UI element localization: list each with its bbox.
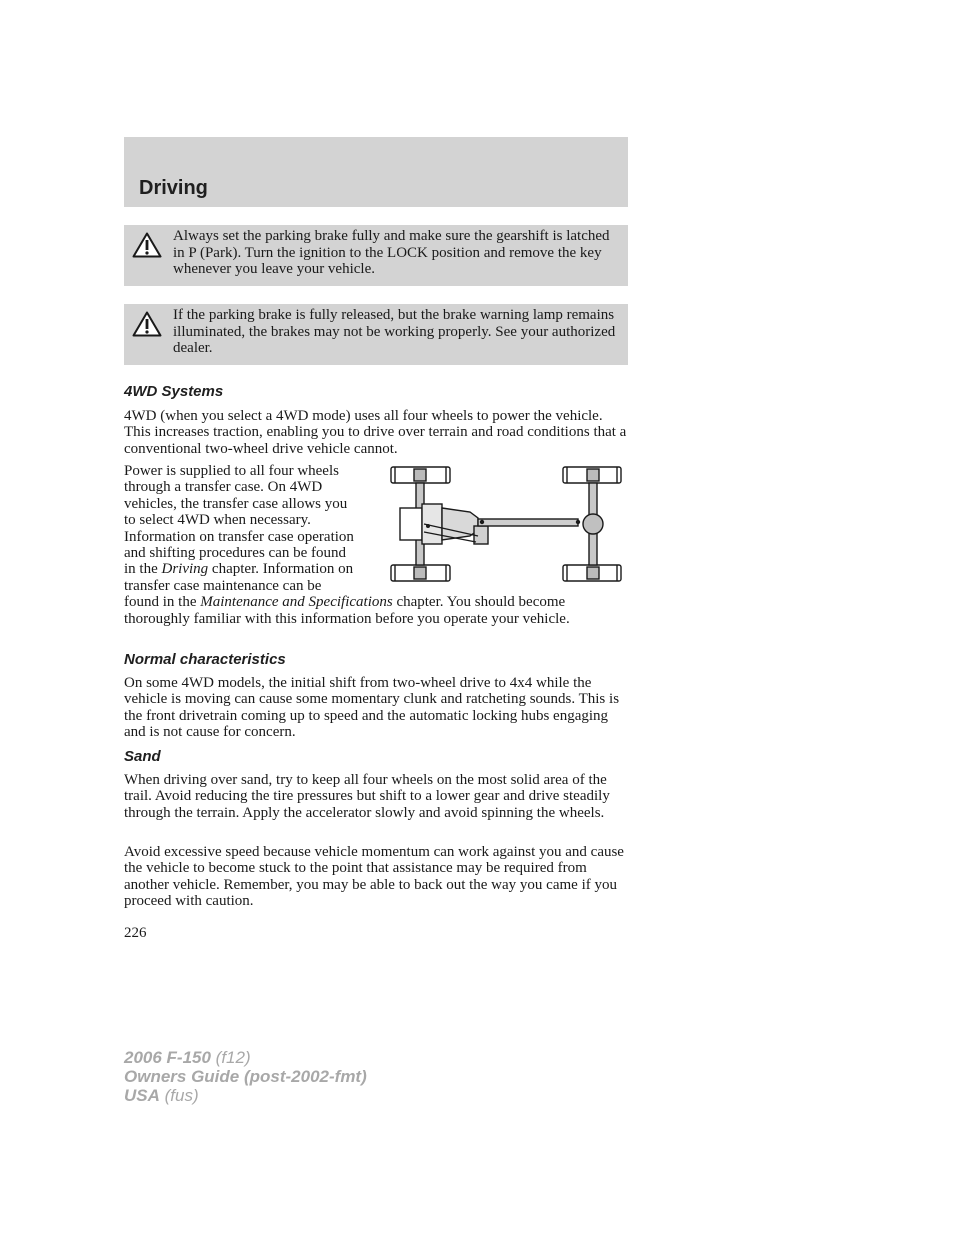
paragraph-sand-1: When driving over sand, try to keep all four wheels on the most solid area of the trail. Avoid reducing the tire pressures but shift to a lower gear and drive steadily through the terrain. Apply the accelerator slowly and avoid spinning the wheels. xyxy=(124,772,610,821)
warning-box-parking xyxy=(124,225,628,286)
document-footer xyxy=(124,1048,367,1105)
text-run: chapter. Information on transfer case maintenance can be found in the xyxy=(124,561,354,611)
section-heading-4wd: 4WD Systems xyxy=(124,383,224,400)
footer-guide: Owners Guide (post-2002-fmt) xyxy=(124,1067,367,1086)
chapter-title: Driving xyxy=(139,177,208,199)
footer-line-model xyxy=(124,1048,367,1067)
section-heading-sand: Sand xyxy=(124,748,161,765)
warning-triangle-icon xyxy=(132,311,162,337)
page-number: 226 xyxy=(124,925,147,941)
paragraph-normal: On some 4WD models, the initial shift from two-wheel drive to 4x4 while the vehicle is moving can cause some momentary clunk and ratcheting sounds. This is the front drivetrain coming up to speed and the automatic locking hubs engaging and is not cause for concern. xyxy=(124,675,620,741)
chapter-reference-driving: Driving xyxy=(161,561,209,578)
paragraph-4wd-transfer-case xyxy=(124,463,628,627)
footer-market: USA xyxy=(124,1086,160,1105)
warning-triangle-icon xyxy=(132,232,162,258)
footer-line-guide xyxy=(124,1067,367,1086)
text-run: Power is supplied to all four wheels through a transfer case. On 4WD vehicles, the transfer case allows you to select 4WD when necessary. Information on transfer case operation and shifting procedures can be found in the xyxy=(124,463,354,578)
footer-line-market xyxy=(124,1086,367,1105)
paragraph-4wd-intro: 4WD (when you select a 4WD mode) uses all four wheels to power the vehicle. This increases traction, enabling you to drive over terrain and road conditions that a conventional two-wheel drive vehicle cannot. xyxy=(124,408,627,457)
section-heading-normal: Normal characteristics xyxy=(124,651,286,668)
chapter-reference-maintenance: Maintenance and Specifications xyxy=(200,594,393,611)
warning-text: Always set the parking brake fully and make sure the gearshift is latched in P (Park). Turn the ignition to the LOCK position and remove the key whenever you leave your vehicle. xyxy=(173,228,610,277)
footer-market-code: (fus) xyxy=(159,1086,199,1105)
warning-text: If the parking brake is fully released, but the brake warning lamp remains illuminated, the brakes may not be working properly. See your authorized dealer. xyxy=(173,307,616,356)
text-run: chapter. You should become thoroughly familiar with this information before you operate your vehicle. xyxy=(124,594,570,627)
chapter-header xyxy=(124,137,628,207)
footer-model: 2006 F-150 xyxy=(124,1048,211,1067)
footer-model-code: (f12) xyxy=(210,1048,251,1067)
warning-box-brake-lamp xyxy=(124,304,628,365)
paragraph-sand-2: Avoid excessive speed because vehicle momentum can work against you and cause the vehicle to become stuck to the point that assistance may be required from another vehicle. Remember, you may be able to back out the way you came if you proceed with caution. xyxy=(124,844,624,910)
